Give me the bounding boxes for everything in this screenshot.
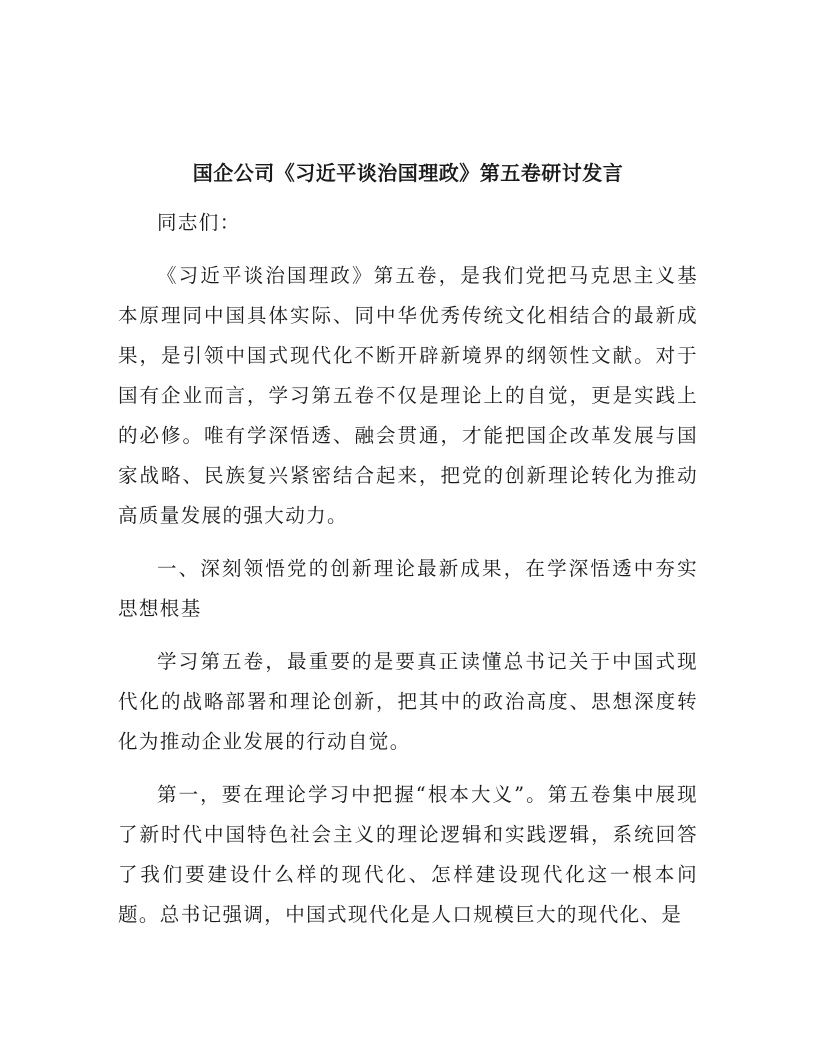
paragraph-intro: 《习近平谈治国理政》第五卷，是我们党把马克思主义基本原理同中国具体实际、同中华优秀传统文化相结合的最新成果，是引领中国式现代化不断开辟新境界的纲领性文献。对于国有企业而言，学习第五卷不仅是理论上的自觉，更是实践上的必修。唯有学深悟透、融会贯通，才能把国企改革发展与国家战略、民族复兴紧密结合起来，把党的创新理论转化为推动高质量发展的强大动力。 — [118, 264, 698, 527]
paragraph-study: 学习第五卷，最重要的是要真正读懂总书记关于中国式现代化的战略部署和理论创新，把其中的政治高度、思想深度转化为推动企业发展的行动自觉。 — [118, 650, 698, 753]
paragraph-first-point: 第一，要在理论学习中把握“根本大义”。第五卷集中展现了新时代中国特色社会主义的理论逻辑和实践逻辑，系统回答了我们要建设什么样的现代化、怎样建设现代化这一根本问题。总书记强调，中国式现代化是人口规模巨大的现代化、是 — [118, 783, 698, 926]
section-heading: 一、深刻领悟党的创新理论最新成果，在学深悟透中夯实思想根基 — [118, 557, 698, 620]
document-title: 国企公司《习近平谈治国理政》第五卷研讨发言 — [192, 161, 624, 185]
document-body — [118, 203, 698, 948]
greeting: 同志们： — [157, 211, 241, 234]
